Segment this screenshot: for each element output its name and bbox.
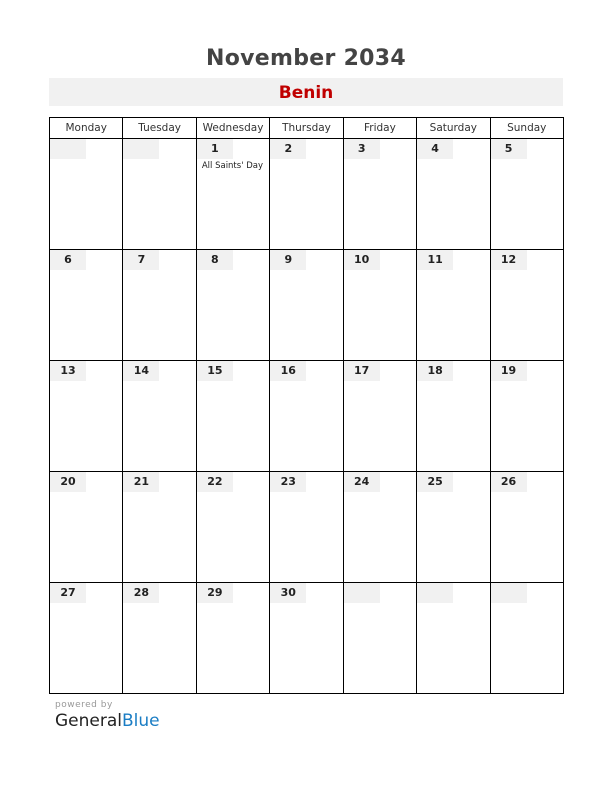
day-number [50,139,86,159]
day-cell[interactable] [343,472,416,583]
day-number: 9 [270,250,306,270]
day-cell[interactable] [196,583,269,694]
day-number: 16 [270,361,306,381]
day-number: 15 [197,361,233,381]
day-cell[interactable] [270,472,343,583]
generalblue-logo[interactable] [55,710,160,732]
day-number [491,583,527,603]
brand-blue: Blue [122,711,160,731]
day-number: 14 [123,361,159,381]
day-cell[interactable] [490,139,563,250]
day-number: 10 [344,250,380,270]
day-number [123,139,159,159]
day-cell[interactable] [123,361,196,472]
day-number: 29 [197,583,233,603]
day-number: 24 [344,472,380,492]
day-cell[interactable] [270,139,343,250]
day-number: 13 [50,361,86,381]
day-number: 2 [270,139,306,159]
weekday-friday: Friday [343,118,416,139]
day-cell[interactable] [343,250,416,361]
weekday-thursday: Thursday [270,118,343,139]
day-cell[interactable] [490,250,563,361]
day-number: 11 [417,250,453,270]
day-cell[interactable] [417,361,490,472]
day-cell[interactable] [196,361,269,472]
day-cell[interactable] [270,361,343,472]
week-row [50,472,564,583]
day-number: 4 [417,139,453,159]
day-number: 7 [123,250,159,270]
day-cell[interactable] [417,472,490,583]
day-number: 25 [417,472,453,492]
day-cell[interactable] [196,139,269,250]
weekday-monday: Monday [50,118,123,139]
day-cell[interactable] [50,250,123,361]
country-name: Benin [278,83,334,103]
weekday-wednesday: Wednesday [196,118,269,139]
day-cell[interactable] [123,250,196,361]
empty-day-cell [490,583,563,694]
footer-branding [55,700,160,732]
day-number: 30 [270,583,306,603]
day-number: 8 [197,250,233,270]
day-number: 27 [50,583,86,603]
day-number: 3 [344,139,380,159]
day-number: 21 [123,472,159,492]
day-number: 22 [197,472,233,492]
week-row [50,583,564,694]
day-number: 1 [197,139,233,159]
day-number: 20 [50,472,86,492]
page-title: November 2034 [205,46,407,71]
day-number: 6 [50,250,86,270]
day-number: 28 [123,583,159,603]
empty-day-cell [50,139,123,250]
day-number [344,583,380,603]
empty-day-cell [343,583,416,694]
week-row [50,361,564,472]
weekday-saturday: Saturday [417,118,490,139]
weekday-header-row [50,118,564,139]
day-cell[interactable] [196,250,269,361]
day-number: 18 [417,361,453,381]
day-number: 12 [491,250,527,270]
day-cell[interactable] [50,361,123,472]
week-row [50,250,564,361]
weekday-tuesday: Tuesday [123,118,196,139]
day-cell[interactable] [270,583,343,694]
day-number: 19 [491,361,527,381]
day-number [417,583,453,603]
day-cell[interactable] [490,472,563,583]
day-number: 5 [491,139,527,159]
holiday-label: All Saints' Day [201,161,264,171]
day-number: 17 [344,361,380,381]
powered-by-label: powered by [55,700,113,710]
week-row [50,139,564,250]
day-cell[interactable] [50,472,123,583]
day-cell[interactable] [343,361,416,472]
day-cell[interactable] [417,250,490,361]
day-cell[interactable] [490,361,563,472]
day-number: 23 [270,472,306,492]
day-cell[interactable] [417,139,490,250]
brand-general: General [55,711,122,731]
day-cell[interactable] [50,583,123,694]
country-banner [49,78,563,106]
weekday-sunday: Sunday [490,118,563,139]
empty-day-cell [123,139,196,250]
day-cell[interactable] [343,139,416,250]
day-cell[interactable] [123,583,196,694]
day-cell[interactable] [196,472,269,583]
day-number: 26 [491,472,527,492]
empty-day-cell [417,583,490,694]
day-cell[interactable] [123,472,196,583]
calendar-grid [49,117,564,694]
day-cell[interactable] [270,250,343,361]
